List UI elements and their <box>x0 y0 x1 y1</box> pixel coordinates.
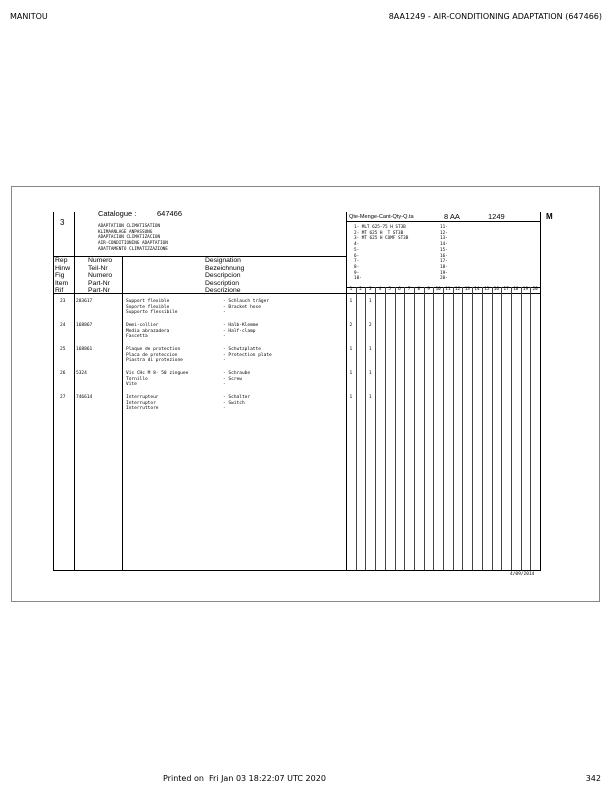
part-qty-model-1: 2 <box>349 323 353 328</box>
part-description: Soporte flexible <box>126 304 170 310</box>
model-entry: 15- <box>440 247 448 253</box>
grid-column-line <box>492 287 493 570</box>
part-description-alt: - Switch <box>223 400 245 406</box>
catalogue-title-line: ADAPTATION CLIMATISATION <box>98 224 161 229</box>
qty-header-label: Qte-Menge-Cant-Qty-Q.ta <box>349 214 414 220</box>
column-number: 10 <box>435 287 441 292</box>
model-list-left <box>354 225 408 282</box>
column-label: Fig <box>55 272 65 279</box>
grid-column-line <box>501 287 502 570</box>
part-qty-model-3: 1 <box>368 347 372 352</box>
model-entry: 1- MLT 625-75 H ST3B <box>354 225 406 230</box>
part-description: Interruttore <box>126 406 159 412</box>
grid-column-line <box>375 287 376 570</box>
model-entry: 8- <box>354 264 360 270</box>
part-qty-model-1: 1 <box>349 347 353 352</box>
column-number: 7 <box>407 287 411 292</box>
column-number: 4 <box>378 287 382 292</box>
frame-bottom-line <box>53 570 541 571</box>
column-header-designation <box>205 257 244 295</box>
grid-column-line <box>462 287 463 570</box>
part-description: Support flexible <box>126 299 170 304</box>
grid-column-line <box>472 287 473 570</box>
part-qty-model-3: 1 <box>368 395 372 400</box>
column-label: Item <box>55 279 69 287</box>
grid-column-line <box>404 287 405 570</box>
column-label: Part-Nr <box>88 287 110 294</box>
part-qty-model-3: 1 <box>368 299 372 304</box>
qty-header-model: 8 AA <box>444 212 460 221</box>
part-qty-model-3: 2 <box>368 323 372 328</box>
grid-column-line <box>365 287 366 570</box>
column-number: 11 <box>445 287 451 292</box>
column-number: 8 <box>417 287 421 292</box>
column-label: Designation <box>205 257 241 264</box>
catalogue-number: 647466 <box>157 209 183 218</box>
printed-timestamp: Printed on Fri Jan 03 18:22:07 UTC 2020 <box>163 774 326 783</box>
column-label: Rif <box>55 287 64 294</box>
column-header-rep <box>55 257 70 295</box>
column-label: Numero <box>88 257 113 264</box>
part-description-alt: - Bracket hose <box>223 304 261 310</box>
frame-right-line <box>540 212 541 570</box>
part-description-alt: - Halb-Klemme <box>223 323 259 328</box>
frame-left-line <box>53 212 54 570</box>
part-description: Piastra di protezione <box>126 358 183 364</box>
grid-column-line <box>530 287 531 570</box>
model-entry: 12- <box>440 230 448 236</box>
part-description-alt: - <box>223 382 226 388</box>
catalogue-title-line: AIR-CONDITIONING ADAPTATION <box>98 241 168 247</box>
grid-column-line <box>521 287 522 570</box>
model-entry: 5- <box>354 247 360 253</box>
part-qty-model-1: 1 <box>349 299 353 304</box>
part-description: Placa de proteccion <box>126 352 178 358</box>
column-label: Description <box>205 279 239 287</box>
frame-qty-line <box>346 212 347 570</box>
grid-column-line <box>395 287 396 570</box>
part-number: 283617 <box>76 299 93 304</box>
column-number: 20 <box>532 287 538 292</box>
column-number: 18 <box>513 287 519 292</box>
qty-header-code: 1249 <box>488 212 505 221</box>
grid-column-line <box>433 287 434 570</box>
part-qty-model-1: 1 <box>349 371 353 376</box>
grid-column-line <box>414 287 415 570</box>
part-description-alt: - Half-clamp <box>223 328 256 334</box>
part-description-alt: - <box>223 334 226 340</box>
part-description: Supporto flessibile <box>126 310 178 316</box>
part-description: Media abrazadera <box>126 328 170 334</box>
column-label: Descripcion <box>205 272 241 279</box>
model-entry: 14- <box>440 242 448 248</box>
part-description: Interruptor <box>126 400 156 406</box>
model-entry: 18- <box>440 264 448 270</box>
part-description: Vite <box>126 382 137 388</box>
column-label: Part-Nr <box>88 279 110 287</box>
model-entry: 6- <box>354 253 360 259</box>
document-title: 8AA1249 - AIR-CONDITIONING ADAPTATION (647466) <box>388 12 602 21</box>
catalogue-titles <box>98 224 168 253</box>
catalogue-label: Catalogue : <box>98 209 137 218</box>
part-description-alt: - <box>223 310 226 316</box>
model-entry: 19- <box>440 270 448 276</box>
part-number: 5324 <box>76 371 87 376</box>
part-description-alt: - Protection plate <box>223 352 272 358</box>
part-number: 168867 <box>76 323 93 328</box>
part-rep: 26 <box>60 371 66 376</box>
qty-header-letter: M <box>546 212 553 221</box>
column-number: 15 <box>484 287 490 292</box>
column-number: 6 <box>398 287 401 292</box>
sheet-date: 4/09/2014 <box>510 572 535 577</box>
grid-column-line <box>443 287 444 570</box>
column-number: 2 <box>359 287 362 292</box>
grid-column-line <box>385 287 386 570</box>
catalogue-title-line: KLIMAANLAGE ANPASSUNG <box>98 229 153 235</box>
part-description-alt: - <box>223 406 226 412</box>
part-rep: 24 <box>60 323 66 328</box>
column-number: 5 <box>388 287 391 292</box>
part-number: 746614 <box>76 395 93 400</box>
column-number: 9 <box>427 287 430 292</box>
catalogue-sheet <box>11 186 600 602</box>
column-number: 12 <box>455 287 461 292</box>
catalogue-title-line: ADAPTACION CLIMATIZACION <box>98 235 161 241</box>
model-entry: 7- <box>354 259 360 265</box>
part-qty-model-1: 1 <box>349 395 353 400</box>
grid-column-line <box>511 287 512 570</box>
model-entry: 9- <box>354 270 360 276</box>
grid-column-line <box>356 287 357 570</box>
model-entry: 10- <box>354 276 362 282</box>
model-list-right <box>440 225 448 282</box>
frame-rep-line <box>74 212 75 570</box>
part-description-alt: - Screw <box>223 376 242 382</box>
column-label: Teil-Nr <box>88 264 108 272</box>
column-label: Descrizione <box>205 287 241 294</box>
part-rep: 23 <box>60 299 66 304</box>
column-label: Numero <box>88 272 113 279</box>
column-number: 14 <box>474 287 480 292</box>
column-number: 16 <box>493 287 499 292</box>
model-entry: 13- <box>440 236 448 242</box>
column-label: Rep <box>55 257 68 264</box>
column-number: 1 <box>349 287 353 292</box>
column-label: Bezeichnung <box>205 264 245 272</box>
catalogue-title-line: ADATTAMENTO CLIMATIZZAZIONE <box>98 246 168 252</box>
model-entry: 2- MT 625 H T ST3B <box>354 230 404 236</box>
part-description: Vis CHc M 8- 50 zinguee <box>126 371 189 376</box>
grid-column-line <box>482 287 483 570</box>
column-number: 19 <box>522 287 529 292</box>
model-entry: 20- <box>440 276 448 282</box>
section-number: 3 <box>60 218 65 227</box>
part-description-alt: - Schraube <box>223 371 251 376</box>
part-description: Demi-collier <box>126 323 159 328</box>
column-number: 17 <box>503 287 509 292</box>
grid-column-line <box>453 287 454 570</box>
part-description: Fascetta <box>126 334 148 340</box>
model-entry: 16- <box>440 253 448 259</box>
column-label: Hinw <box>55 264 71 272</box>
grid-column-line <box>424 287 425 570</box>
page-number: 342 <box>585 774 601 783</box>
column-number: 3 <box>369 287 372 292</box>
part-description-alt: - <box>223 358 226 364</box>
part-description-alt: - Schalter <box>223 395 251 400</box>
part-qty-model-3: 1 <box>368 371 372 376</box>
model-entry: 17- <box>440 259 448 265</box>
part-rep: 25 <box>60 347 66 352</box>
model-entry: 3- MT 625 H COMF ST3B <box>354 236 409 242</box>
part-number: 168861 <box>76 347 93 352</box>
part-description-alt: - Schlauch träger <box>223 299 270 304</box>
part-description-alt: - Schutzplatte <box>223 347 261 352</box>
qty-header-line <box>346 221 540 222</box>
part-rep: 27 <box>60 395 66 400</box>
column-header-numero <box>88 257 112 295</box>
model-entry: 4- <box>354 242 360 248</box>
part-description: Tornillo <box>126 376 148 382</box>
part-description: Plaque de protection <box>126 347 181 352</box>
column-number: 13 <box>464 287 470 292</box>
frame-numero-line <box>122 256 123 570</box>
part-description: Interrupteur <box>126 395 159 400</box>
model-entry: 11- <box>440 225 448 230</box>
brand-name: MANITOU <box>10 12 48 21</box>
